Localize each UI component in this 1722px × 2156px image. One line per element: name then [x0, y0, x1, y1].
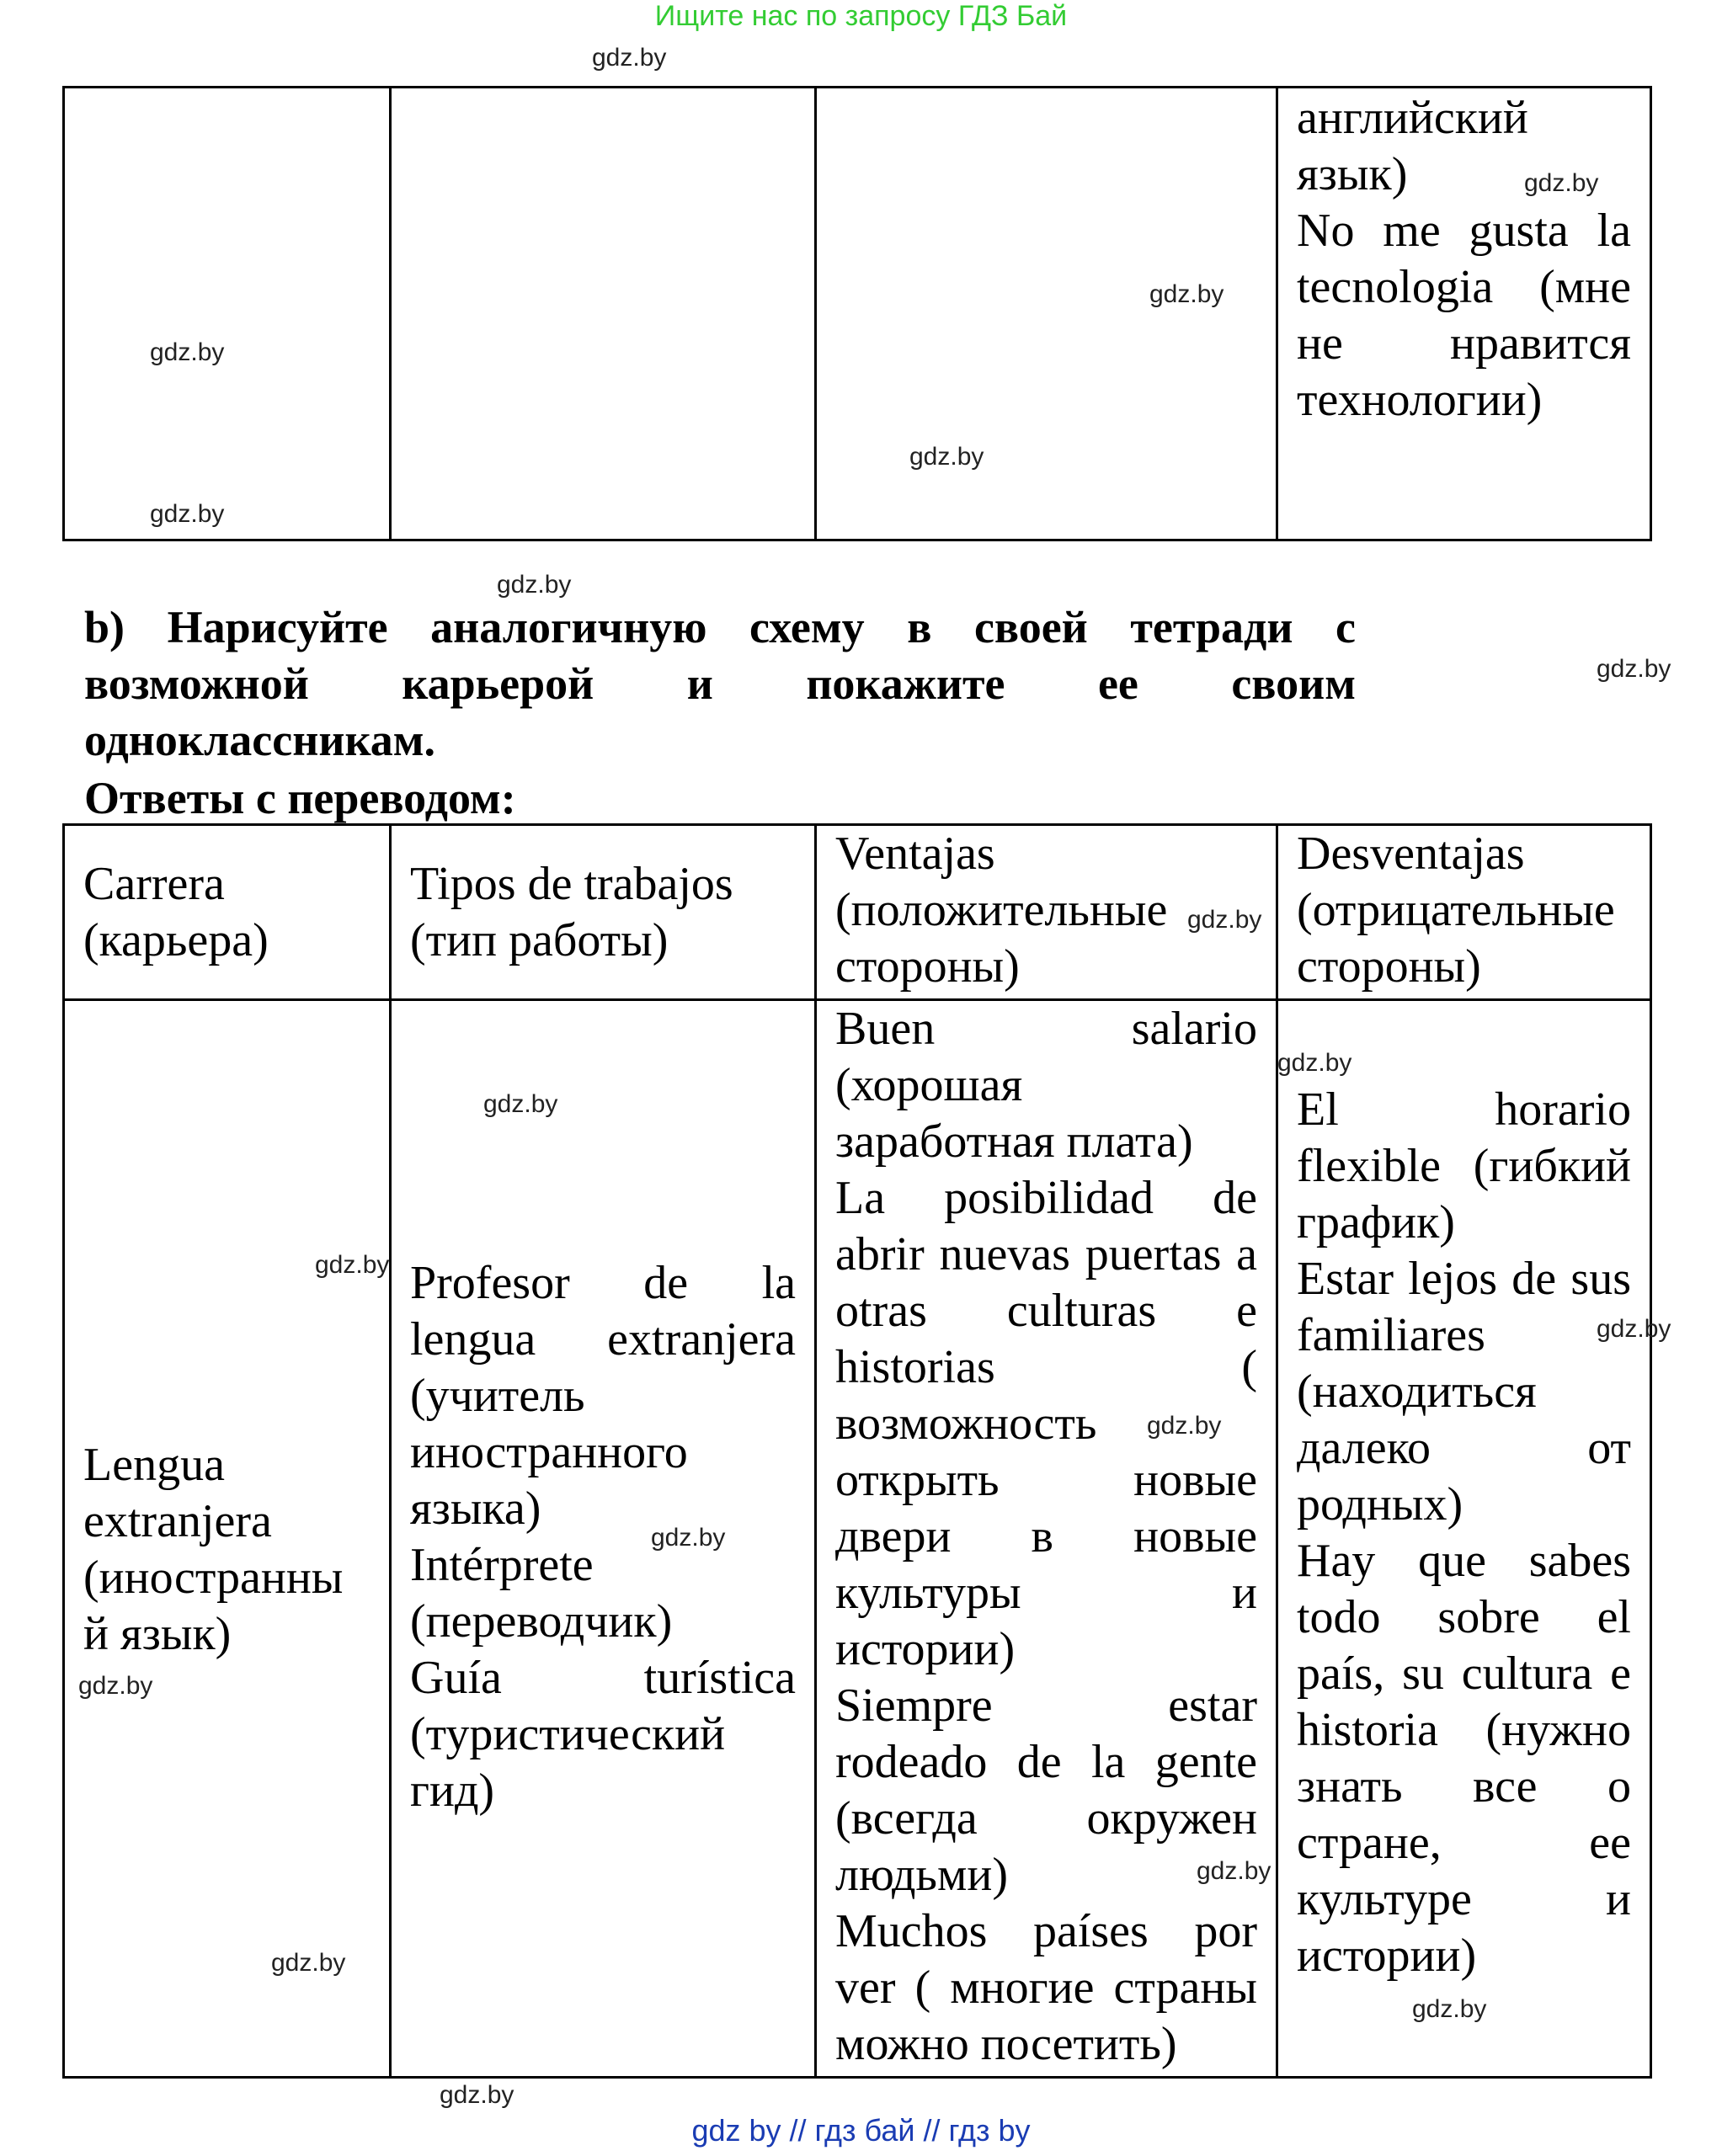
cell-line: otras culturas e	[835, 1285, 1257, 1337]
cell-line: технологии)	[1297, 374, 1543, 426]
header-line: (тип работы)	[410, 913, 669, 966]
watermark: gdz.by	[1197, 1857, 1272, 1885]
watermark: gdz.by	[150, 500, 225, 528]
cell-line: (переводчик)	[410, 1595, 673, 1648]
header-line: Tipos de trabajos	[410, 857, 733, 910]
watermark: gdz.by	[1187, 906, 1262, 934]
cell-line: родных)	[1297, 1478, 1463, 1530]
cell-line: й язык)	[83, 1607, 232, 1660]
cell-line: lengua extranjera	[410, 1313, 796, 1365]
watermark: gdz.by	[651, 1524, 726, 1552]
watermark: gdz.by	[592, 44, 667, 72]
cell-line: открыть новые	[835, 1454, 1257, 1506]
watermark: gdz.by	[1277, 1049, 1352, 1077]
cell-line: (туристический	[410, 1708, 726, 1760]
cell-line: английский	[1297, 92, 1528, 144]
cell-line: людьми)	[835, 1849, 1009, 1901]
watermark: gdz.by	[315, 1251, 390, 1279]
cell-line: заработная плата)	[835, 1115, 1193, 1168]
watermark: gdz.by	[497, 571, 572, 599]
header-line: стороны)	[835, 940, 1020, 993]
cell-line: гид)	[410, 1765, 495, 1817]
cell-line: возможность	[835, 1397, 1097, 1450]
header-line: (карьера)	[83, 913, 269, 966]
cell-line: истории)	[1297, 1930, 1477, 1982]
cell-line: país, su cultura e	[1297, 1648, 1631, 1700]
cell-line: истории)	[835, 1623, 1016, 1675]
cell-line: flexible (гибкий	[1297, 1140, 1631, 1192]
header-line: Carrera	[83, 857, 225, 910]
answers-title: Ответы с переводом:	[84, 773, 516, 823]
cell-line: rodeado de la gente	[835, 1736, 1257, 1788]
watermark: gdz.by	[78, 1672, 153, 1700]
cell-line: Siempre estar	[835, 1680, 1257, 1732]
header-row	[64, 825, 1651, 1000]
watermark: gdz.by	[1524, 169, 1599, 197]
cell-line: (всегда окружен	[835, 1792, 1257, 1845]
header-line: стороны)	[1297, 940, 1481, 993]
header-line: (отрицательные	[1297, 884, 1615, 936]
cell-line: график)	[1297, 1196, 1455, 1248]
watermark: gdz.by	[1597, 655, 1671, 683]
cell-line: tecnologia (мне	[1297, 261, 1631, 313]
cell-line: двери в новые	[835, 1510, 1257, 1562]
cell-line: ver ( многие страны	[835, 1962, 1257, 2014]
footer-links[interactable]: gdz by // гдз бай // гдз by	[691, 2113, 1031, 2148]
cell-line: Guía turística	[410, 1652, 796, 1704]
cell-line: El horario	[1297, 1083, 1631, 1136]
cell-line: не нравится	[1297, 317, 1631, 370]
header-career	[64, 825, 391, 1000]
disadvantages-cell	[1277, 1000, 1651, 2078]
task-text	[84, 599, 1356, 769]
cell-line: язык)	[1297, 148, 1408, 200]
cell-line: иностранного	[410, 1426, 688, 1478]
cell-line: (хорошая	[835, 1059, 1023, 1111]
top-table-cell-3	[816, 88, 1277, 540]
cell-line: можно посетить)	[835, 2018, 1177, 2070]
top-table-cell-2	[391, 88, 816, 540]
cell-line: Buen salario	[835, 1003, 1257, 1055]
cell-line: extranjera	[83, 1494, 272, 1547]
task-line: b) Нарисуйте аналогичную схему в своей тетради с	[84, 602, 1356, 652]
cell-line: Muchos países por	[835, 1905, 1257, 1957]
cell-line: знать все о	[1297, 1760, 1631, 1813]
career-cell	[64, 1000, 391, 2078]
advantages-cell	[816, 1000, 1277, 2078]
watermark: gdz.by	[1412, 1995, 1487, 2023]
cell-line: (находиться	[1297, 1365, 1537, 1418]
cell-line: языка)	[410, 1483, 541, 1535]
cell-line: (учитель	[410, 1370, 585, 1422]
top-table-cell-4	[1277, 88, 1651, 540]
cell-line: familiares	[1297, 1309, 1485, 1361]
top-table	[62, 86, 1652, 541]
header-line: Ventajas	[835, 828, 995, 880]
career-table	[62, 823, 1652, 2079]
table-row	[64, 1000, 1651, 2078]
watermark: gdz.by	[909, 443, 984, 471]
watermark: gdz.by	[150, 338, 225, 366]
top-banner[interactable]: Ищите нас по запросу ГДЗ Бай	[654, 0, 1068, 32]
cell-line: (иностранны	[83, 1551, 344, 1604]
watermark: gdz.by	[271, 1949, 346, 1977]
cell-line: культуре и	[1297, 1873, 1631, 1925]
watermark: gdz.by	[1147, 1412, 1222, 1440]
cell-line: Hay que sabes	[1297, 1535, 1631, 1587]
watermark: gdz.by	[440, 2081, 514, 2109]
cell-line: No me gusta la	[1297, 205, 1631, 257]
cell-line: La posibilidad de	[835, 1172, 1257, 1224]
header-disadvantages	[1277, 825, 1651, 1000]
cell-line: стране, ее	[1297, 1817, 1631, 1869]
cell-line: Profesor de la	[410, 1257, 796, 1309]
cell-line: Lengua	[83, 1438, 225, 1491]
jobs-cell	[391, 1000, 816, 2078]
top-table-cell-1	[64, 88, 391, 540]
task-line: возможной карьерой и покажите ее своим	[84, 658, 1356, 709]
cell-line: historia (нужно	[1297, 1704, 1631, 1756]
header-line: (положительные	[835, 884, 1168, 936]
cell-line: культуры и	[835, 1567, 1257, 1619]
header-line: Desventajas	[1297, 828, 1525, 880]
cell-line: abrir nuevas puertas a	[835, 1228, 1257, 1280]
watermark: gdz.by	[483, 1090, 558, 1118]
watermark: gdz.by	[1149, 280, 1224, 308]
task-line: одноклассникам.	[84, 715, 436, 765]
cell-line: historias (	[835, 1341, 1257, 1393]
cell-line: todo sobre el	[1297, 1591, 1631, 1643]
cell-line: Intérprete	[410, 1539, 594, 1591]
cell-line: Estar lejos de sus	[1297, 1253, 1631, 1305]
watermark: gdz.by	[1597, 1315, 1671, 1343]
header-job-types	[391, 825, 816, 1000]
cell-line: далеко от	[1297, 1422, 1631, 1474]
